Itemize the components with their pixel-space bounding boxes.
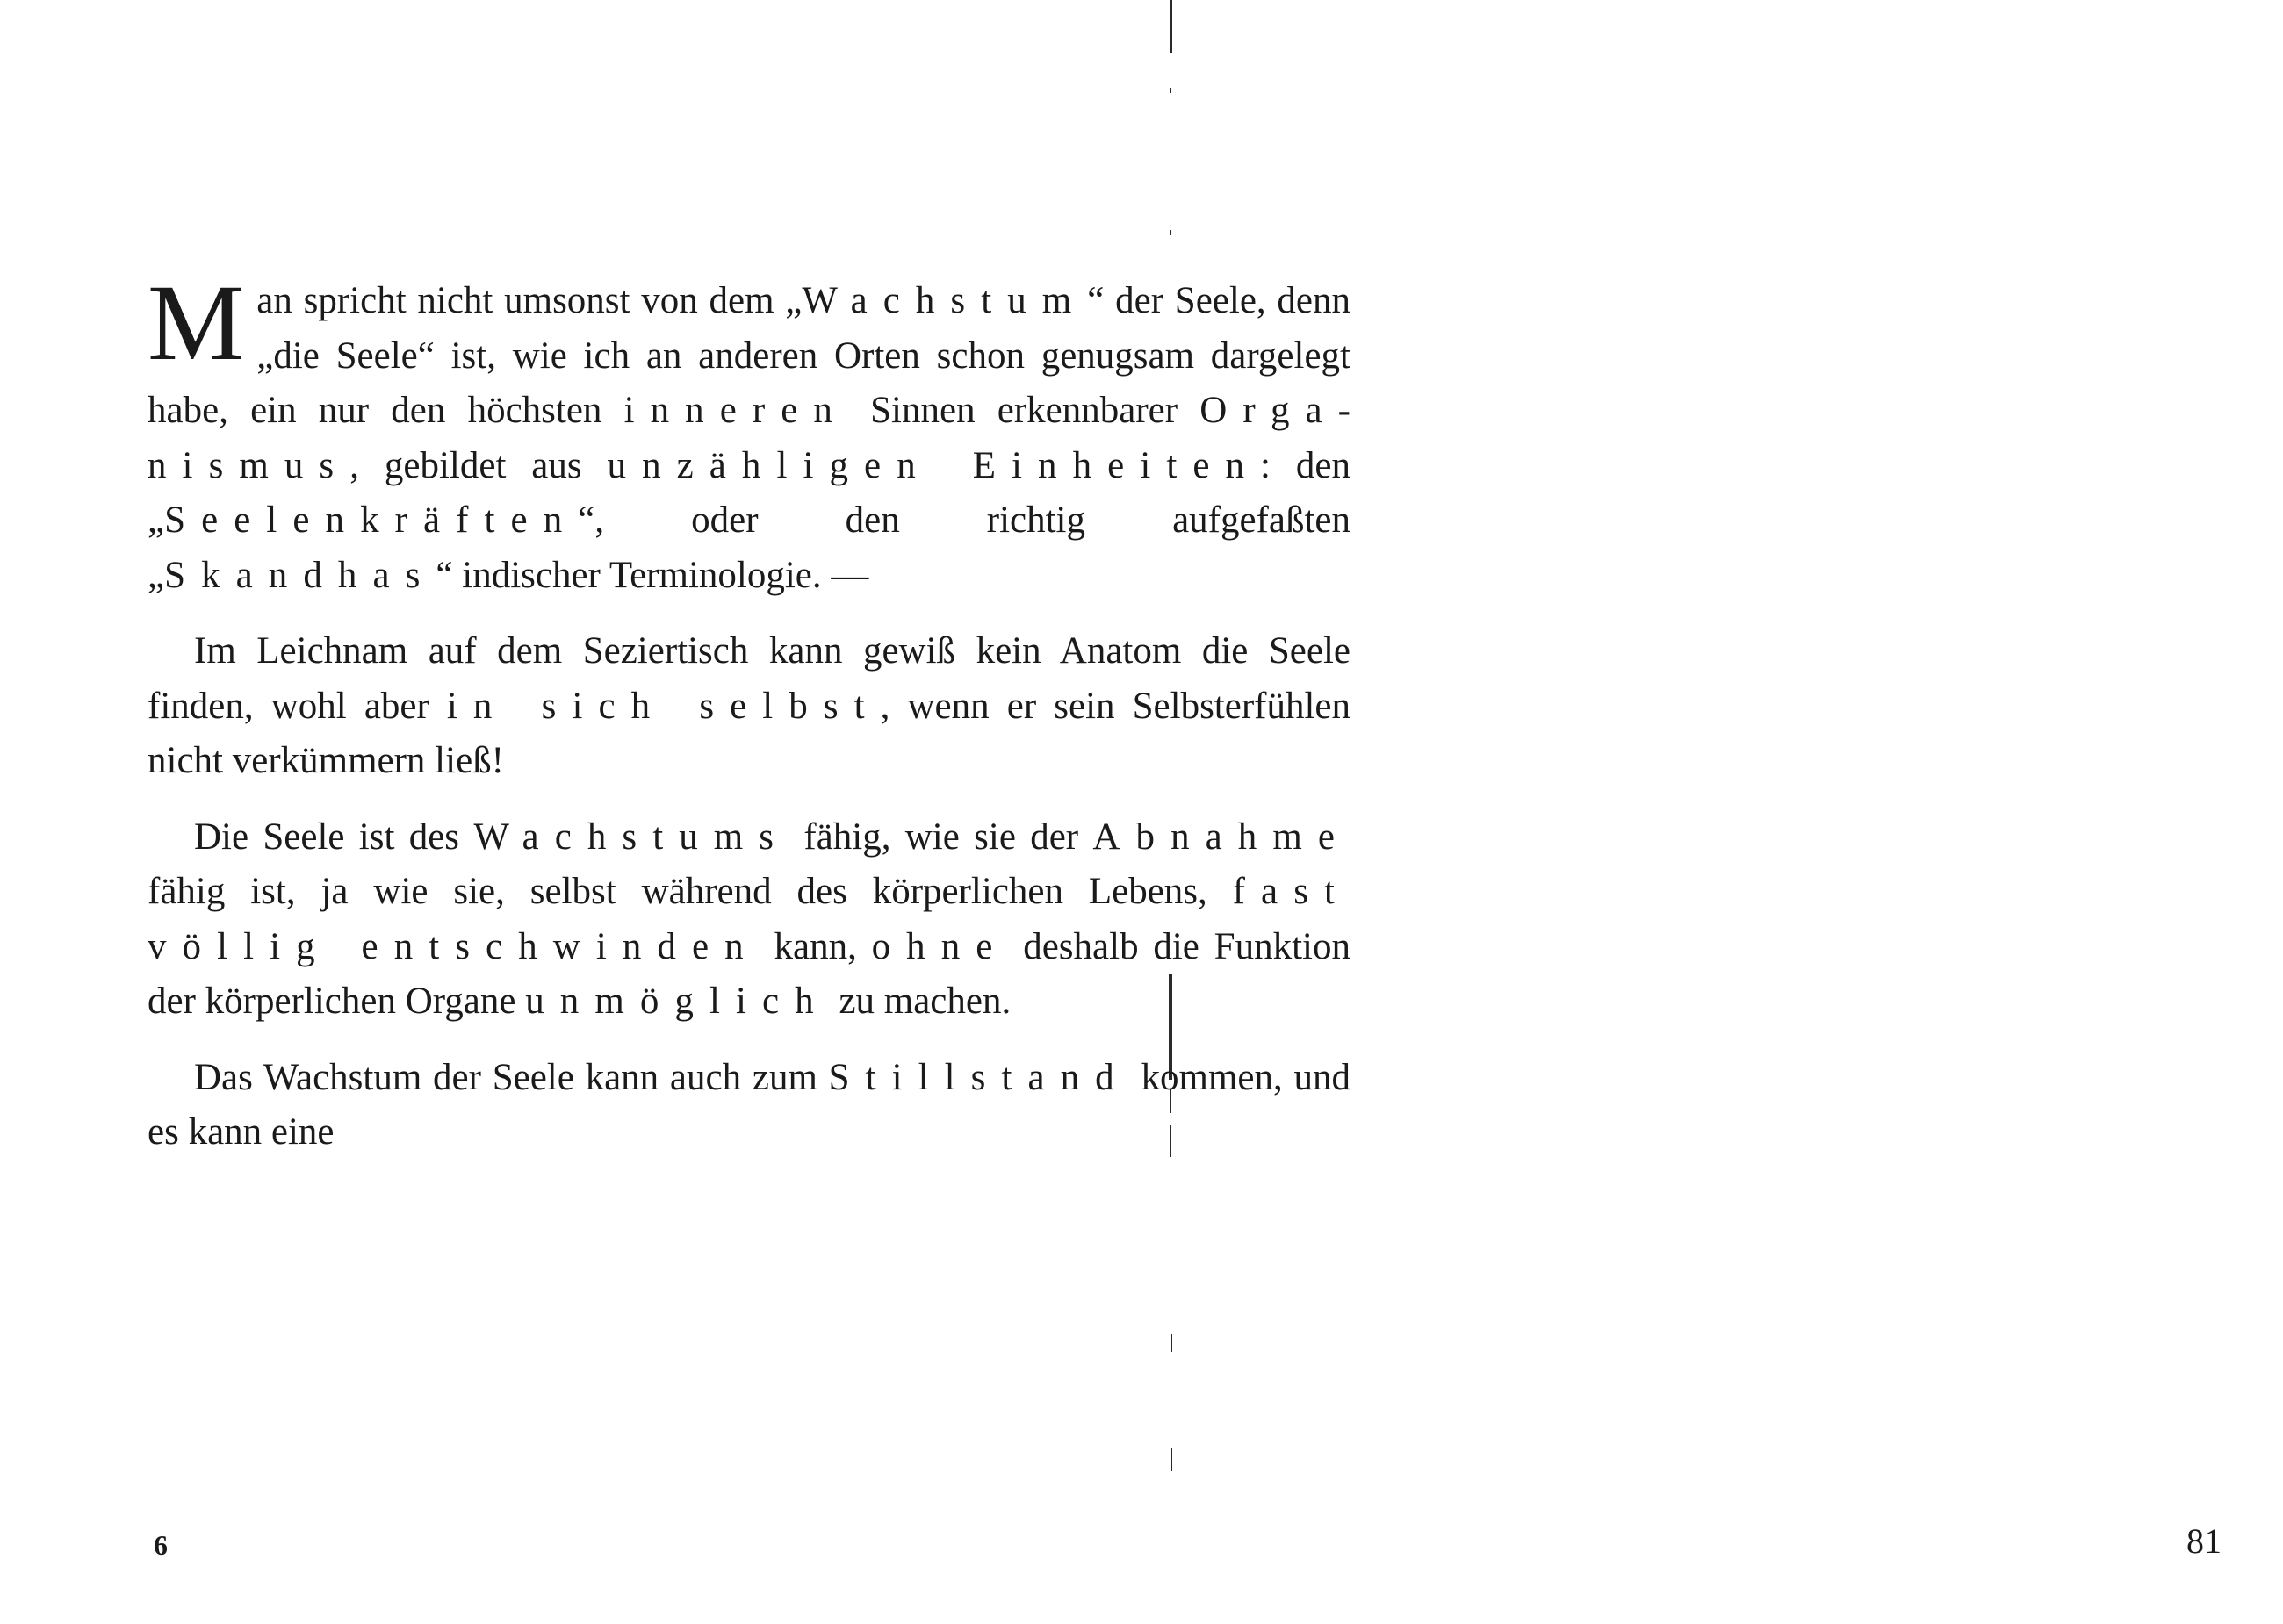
spaced-emphasis: Wachstum (802, 280, 1088, 321)
text-run: deshalb die Funktion der körperlichen Organe (148, 925, 1350, 1022)
drop-cap: M (148, 262, 245, 383)
spaced-emphasis: Abnahme (1092, 816, 1350, 858)
spaced-emphasis: Seelenkräften (164, 499, 579, 541)
text-run: kann, (759, 925, 872, 967)
spaced-emphasis: Skandhas (164, 554, 436, 596)
paragraph (148, 810, 1350, 1030)
body-text (148, 262, 1351, 1182)
text-run: fähig ist, ja wie sie, selbst während des körperlichen Lebens, (148, 871, 1233, 912)
text-run: kommen, und es kann eine (148, 1056, 1350, 1153)
signature-mark: 6 (154, 1529, 168, 1561)
spaced-emphasis: unzähligen Einheiten (607, 444, 1261, 486)
text-run: Das Wachstum der Seele kann auch zum (194, 1056, 829, 1098)
text-run: “ indischer Terminologie. — (436, 554, 869, 596)
text-run: an spricht nicht umsonst von dem „ (256, 280, 803, 321)
text-run: fähig, wie sie der (789, 816, 1093, 858)
text-run: Sinnen erkennbarer (847, 390, 1200, 431)
text-run: : den „ (148, 444, 1350, 541)
spaced-emphasis: ohne (871, 925, 1009, 967)
spaced-emphasis: Organismus (148, 390, 1350, 486)
text-run: Im Leichnam auf dem Seziertisch kann gewiß kein Anatom die Seele finden, wohl aber (148, 630, 1350, 727)
paragraph (148, 624, 1350, 789)
text-run: “, oder den richtig aufgefaßten „ (148, 499, 1350, 596)
spaced-emphasis: Stillstand (828, 1056, 1130, 1098)
spaced-emphasis: inneren (623, 390, 848, 431)
text-run: Die Seele ist des (194, 816, 474, 858)
page-number: 81 (2186, 1521, 2222, 1561)
text-run: , wenn er sein Selbsterfühlen nicht verkümmern ließ! (148, 685, 1351, 781)
paragraph (148, 1051, 1350, 1161)
text-run: , gebildet aus (349, 444, 608, 486)
text-run: zu machen. (829, 981, 1012, 1022)
text-run: “ der Seele, denn „die Seele“ ist, wie ich an anderen Orten schon genugsam dargelegt habe, ein nur den höchsten (148, 280, 1351, 431)
spaced-emphasis: fast völlig entschwinden (148, 871, 1350, 967)
spaced-emphasis: Wachstums (473, 816, 790, 858)
spaced-emphasis: unmöglich (525, 981, 830, 1022)
paragraph (148, 262, 1351, 603)
spaced-emphasis: in sich selbst (446, 685, 881, 727)
